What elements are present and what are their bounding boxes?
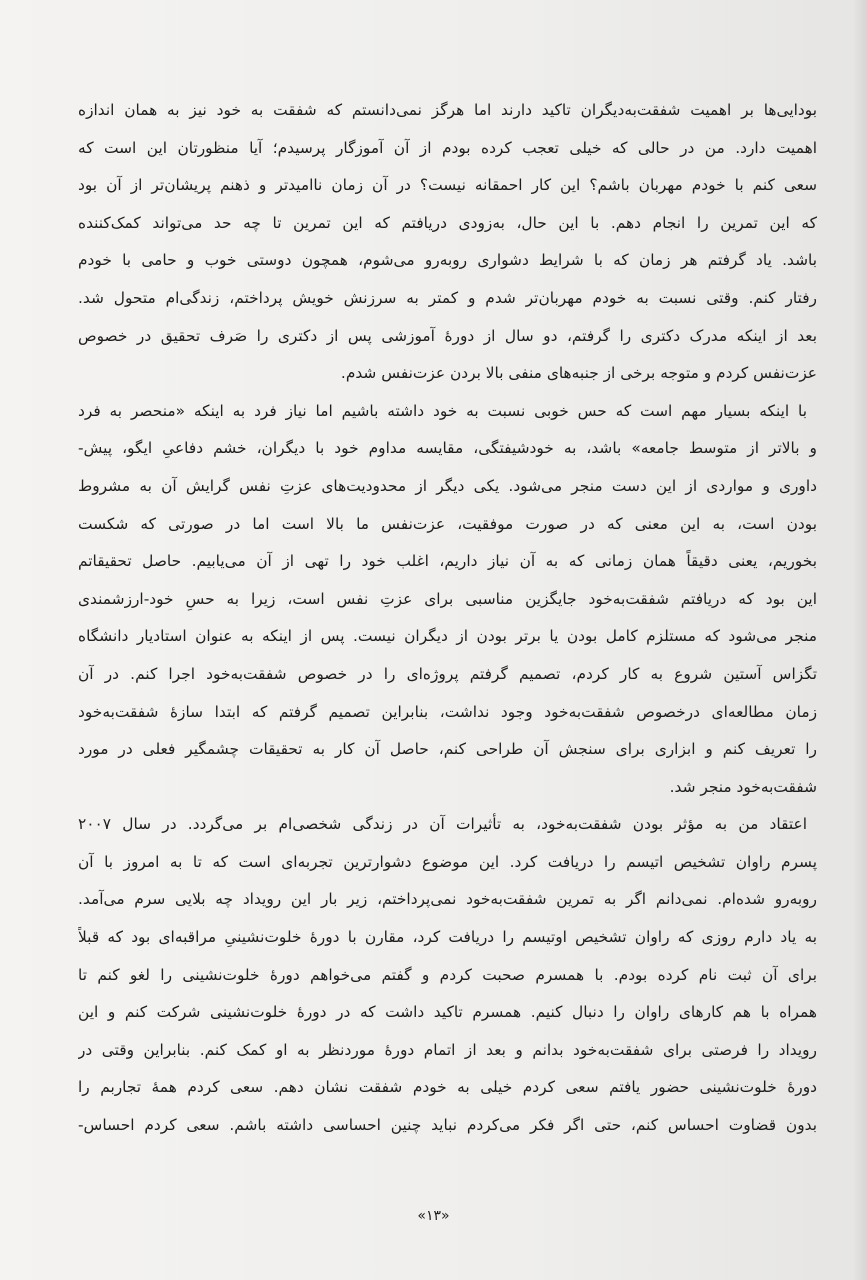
text-line: با اینکه بسیار مهم است که حس خوبی نسبت به خود داشته باشیم اما نیاز فرد به اینکه «منحصر به فرد bbox=[78, 401, 807, 420]
text-line: سعی کنم با خودم مهربان باشم؟ این کار احمقانه نیست؟ در آن زمان ناامیدتر و ذهنم پریشان‌تر از آن بود bbox=[78, 176, 817, 195]
text-line: بخوریم، یعنی دقیقاً همان زمانی که به آن نیاز داریم، اغلب خود را تهی از آن می‌یابیم. حاصل تحقیقاتم bbox=[78, 552, 817, 571]
text-line: به یاد دارم روزی که راوان تشخیص اوتیسم را دریافت کرد، مقارن با دورۀ خلوت‌نشینیِ مراقبه‌ای بود که قبلاً bbox=[78, 928, 817, 947]
text-line: پسرم راوان تشخیص اتیسم را دریافت کرد. این موضوع دشوارترین تجربه‌ای است که تا به امروز با آن bbox=[78, 852, 817, 871]
text-line: همراه با هم کارهای راوان را دنبال کنیم. همسرم تاکید داشت که در دورۀ خلوت‌نشینی شرکت کنم و این bbox=[78, 1003, 817, 1022]
text-line: بودایی‌ها بر اهمیت شفقت‌به‌دیگران تاکید دارند اما هرگز نمی‌دانستم که شفقت به خود نیز به همان اندازه bbox=[78, 101, 817, 119]
text-line: رویداد را فرصتی برای شفقت‌به‌خود بدانم و بعد از اتمام دورۀ موردنظر به او کمک کنم. بنابراین وقتی در bbox=[78, 1040, 817, 1059]
text-line: شفقت‌به‌خود منجر شد. bbox=[669, 777, 817, 796]
text-line: زمان مطالعه‌ای درخصوص شفقت‌به‌خود وجود نداشت، بنابراین تصمیم گرفتم که ابتدا سازۀ شفقت‌به‌خود bbox=[78, 702, 817, 721]
text-line: باشد. یاد گرفتم هر زمان که با شرایط دشواری روبه‌رو می‌شوم، همچون دوستی خوب و حامی با خودم bbox=[78, 251, 817, 270]
text-line: رفتار کنم. وقتی نسبت به خودم مهربان‌تر شدم و کمتر به سرزنش خویش پرداختم، زندگی‌ام متحول شد. bbox=[78, 288, 817, 307]
paragraph-3 bbox=[78, 806, 817, 1144]
page-number: «۱۳» bbox=[417, 1208, 450, 1224]
text-line: عزت‌نفس کردم و متوجه برخی از جنبه‌های منفی بالا بردن عزت‌نفس شدم. bbox=[340, 364, 817, 383]
text-line: را تعریف کنم و ابزاری برای سنجش آن طراحی کنم، حاصل آن کار به تحقیقات چشمگیر فعلی در مورد bbox=[78, 740, 817, 759]
text-line: و بالاتر از متوسط جامعه» باشد، به خودشیفتگی، مقایسه مداوم خود با دیگران، خشم دفاعیِ ایگو، پیش- bbox=[78, 439, 817, 458]
text-line: داوری و مواردی از این دست منجر می‌شود. یکی دیگر از محدودیت‌های عزتِ نفس گرایش آن به مشروط bbox=[78, 476, 817, 495]
text-line: منجر می‌شود که مستلزم کامل بودن یا برتر بودن از دیگران نیست. پس از اینکه به عنوان استادیار دانشگاه bbox=[78, 627, 817, 646]
body-text bbox=[78, 92, 817, 1145]
text-line: بودن است، به این معنی که در صورت موفقیت، عزت‌نفس ما بالا است اما در صورتی که شکست bbox=[78, 514, 817, 533]
text-line: بعد از اینکه مدرک دکتری را گرفتم، دو سال از دورۀ آموزشی پس از دکتری را صَرف تحقیق در خصوص bbox=[78, 326, 817, 345]
text-line: برای آن ثبت نام کرده بودم. با همسرم صحبت کردم و گفتم می‌خواهم دورۀ خلوت‌نشینی را لغو کنم تا bbox=[78, 965, 817, 984]
text-line: اعتقاد من به مؤثر بودن شفقت‌به‌خود، به تأثیرات آن در زندگی شخصی‌ام بر می‌گردد. در سال ۲۰۰۷ bbox=[78, 815, 807, 834]
page-edge-shadow bbox=[853, 0, 867, 1280]
text-line: دورۀ خلوت‌نشینی حضور یافتم سعی کردم خیلی به خودم شفقت نشان دهم. سعی کردم همۀ تجاربم را bbox=[78, 1078, 817, 1097]
text-line: که این تمرین را انجام دهم. با این حال، به‌زودی دریافتم که این تمرین تا چه حد می‌تواند کمک‌کننده bbox=[78, 213, 817, 232]
text-line: تگزاس آستین شروع به کار کردم، تصمیم گرفتم پروژه‌ای را در خصوص شفقت‌به‌خود اجرا کنم. در آن bbox=[78, 664, 817, 683]
paragraph-1 bbox=[78, 92, 817, 393]
text-line: بدون قضاوت احساس کنم، حتی اگر فکر می‌کردم نباید چنین احساسی داشته باشم. سعی کردم احساس- bbox=[78, 1116, 817, 1135]
text-line: اهمیت دارد. من در حالی که خیلی تعجب کرده بودم از آن آموزگار پرسیدم؛ آیا منظورتان این است که bbox=[78, 138, 817, 157]
paragraph-2 bbox=[78, 393, 817, 807]
text-line: روبه‌رو شده‌ام. نمی‌دانم اگر به تمرین شفقت‌به‌خود نمی‌پرداختم، زیر بار این رویداد چه بلایی سرم می‌آمد. bbox=[78, 890, 817, 909]
text-line: این بود که دریافتم شفقت‌به‌خود جایگزین مناسبی برای عزتِ نفس است، زیرا به حسِ خود-ارزشمندی bbox=[78, 589, 817, 608]
